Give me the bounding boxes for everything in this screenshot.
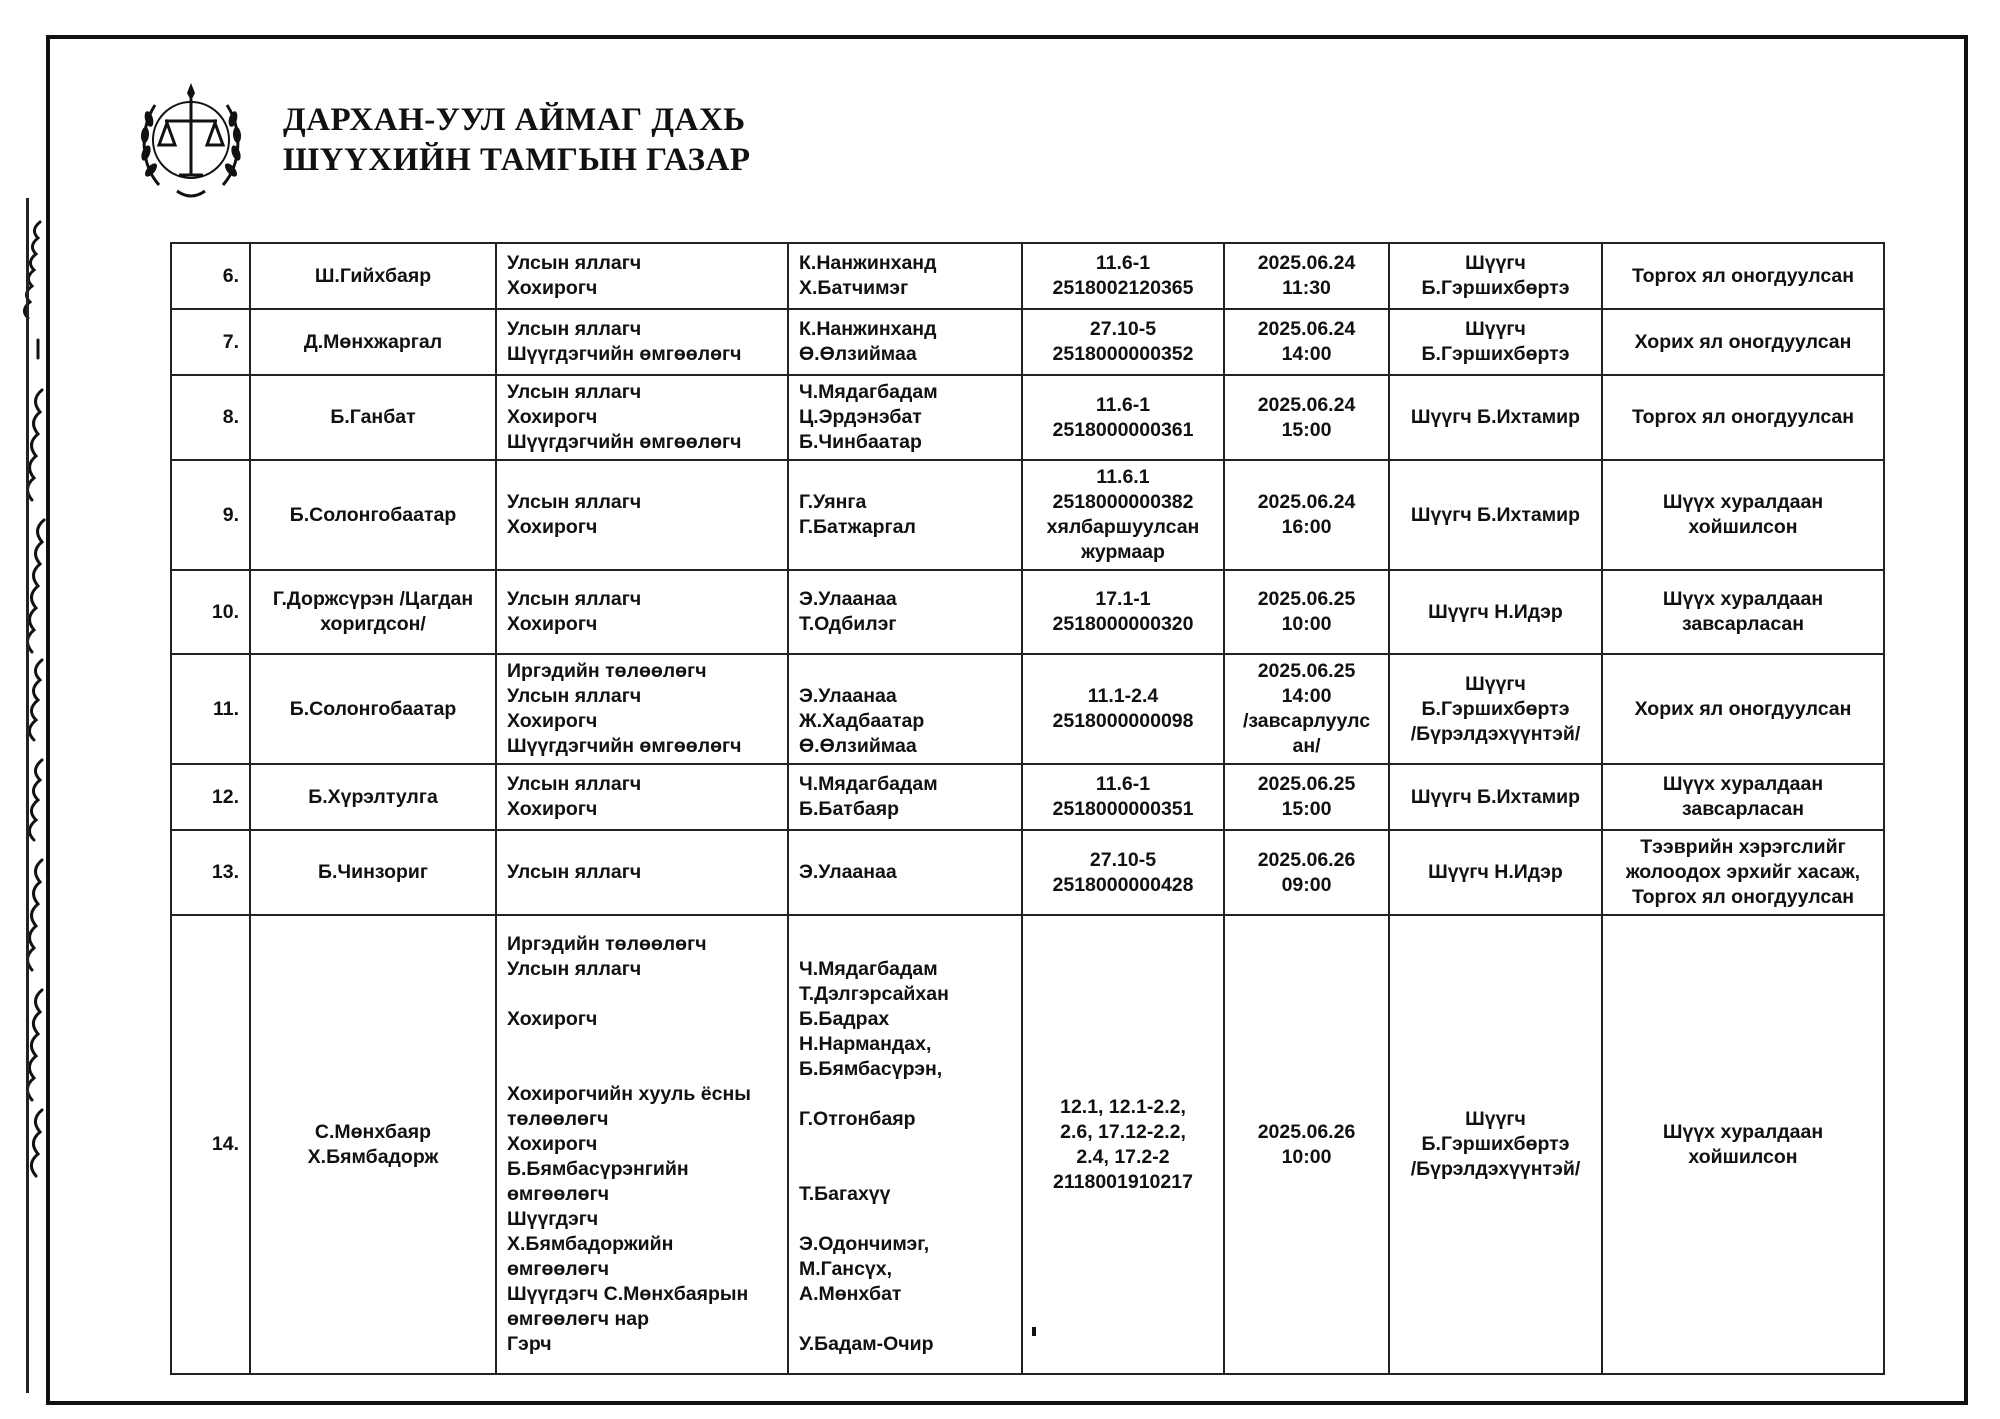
table-row: [171, 830, 1884, 915]
participant-roles: Улсын яллагч Хохирогч: [496, 460, 788, 570]
case-code: 27.10-5 2518000000352: [1022, 309, 1224, 375]
participant-roles: Улсын яллагч Шүүгдэгчийн өмгөөлөгч: [496, 309, 788, 375]
participant-roles: Улсын яллагч Хохирогч Шүүгдэгчийн өмгөөлөгч: [496, 375, 788, 460]
table-row: [171, 654, 1884, 764]
judge-name: Шүүгч Б.Гэршихбөртэ /Бүрэлдэхүүнтэй/: [1389, 915, 1602, 1374]
defendant-name: Б.Ганбат: [250, 375, 496, 460]
participant-roles: Улсын яллагч: [496, 830, 788, 915]
hearing-result: Шүүх хуралдаан завсарласан: [1602, 764, 1884, 830]
table-row: [171, 915, 1884, 1374]
hearing-datetime: 2025.06.26 09:00: [1224, 830, 1389, 915]
table-row: [171, 243, 1884, 309]
case-code: 12.1, 12.1-2.2, 2.6, 17.12-2.2, 2.4, 17.2-2 2118001910217: [1022, 915, 1224, 1374]
judge-name: Шүүгч Н.Идэр: [1389, 570, 1602, 654]
defendant-name: Б.Хүрэлтулга: [250, 764, 496, 830]
case-code: 11.6-1 2518000000361: [1022, 375, 1224, 460]
title-line-1: ДАРХАН-УУЛ АЙМАГ ДАХЬ: [283, 102, 746, 138]
hearing-datetime: 2025.06.24 14:00: [1224, 309, 1389, 375]
hearing-datetime: 2025.06.24 11:30: [1224, 243, 1389, 309]
pen-mark: [1032, 1327, 1036, 1336]
hearing-datetime: 2025.06.25 15:00: [1224, 764, 1389, 830]
defendant-name: Г.Доржсүрэн /Цагдан хоригдсон/: [250, 570, 496, 654]
row-number: 6.: [171, 243, 250, 309]
row-number: 7.: [171, 309, 250, 375]
title-line-2: ШҮҮХИЙН ТАМГЫН ГАЗАР: [283, 142, 751, 178]
mongolian-script-image: [0, 0, 46, 1414]
hearing-result: Шүүх хуралдаан хойшилсон: [1602, 460, 1884, 570]
row-number: 8.: [171, 375, 250, 460]
participant-names: К.Нанжинханд Ө.Өлзиймаа: [788, 309, 1022, 375]
judge-name: Шүүгч Б.Гэршихбөртэ /Бүрэлдэхүүнтэй/: [1389, 654, 1602, 764]
participant-names: Г.Уянга Г.Батжаргал: [788, 460, 1022, 570]
court-office-title: [283, 100, 750, 180]
participant-roles: Иргэдийн төлөөлөгч Улсын яллагч Хохирогч Шүүгдэгчийн өмгөөлөгч: [496, 654, 788, 764]
participant-roles: Иргэдийн төлөөлөгч Улсын яллагч Хохирогч Хохирогчийн хууль ёсны төлөөлөгч Хохирогч Б.Бямбасүрэнгийн өмгөөлөгч Шүүгдэгч Х.Бямбадоржийн өмгөөлөгч Шүүгдэгч С.Мөнхбаярын өмгөөлөгч нар Гэрч: [496, 915, 788, 1374]
judge-name: Шүүгч Б.Гэршихбөртэ: [1389, 243, 1602, 309]
defendant-name: Б.Солонгобаатар: [250, 460, 496, 570]
mongolian-script-margin: [0, 0, 46, 1414]
defendant-name: С.Мөнхбаяр Х.Бямбадорж: [250, 915, 496, 1374]
margin-rule: [26, 198, 29, 1393]
table-row: [171, 764, 1884, 830]
participant-names: Ч.Мядагбадам Б.Батбаяр: [788, 764, 1022, 830]
case-code: 11.6-1 2518002120365: [1022, 243, 1224, 309]
hearing-datetime: 2025.06.26 10:00: [1224, 915, 1389, 1374]
row-number: 9.: [171, 460, 250, 570]
participant-names: Э.Улаанаа Т.Одбилэг: [788, 570, 1022, 654]
defendant-name: Ш.Гийхбаяр: [250, 243, 496, 309]
participant-names: К.Нанжинханд Х.Батчимэг: [788, 243, 1022, 309]
hearing-result: Хорих ял оногдуулсан: [1602, 309, 1884, 375]
participant-roles: Улсын яллагч Хохирогч: [496, 764, 788, 830]
case-code: 27.10-5 2518000000428: [1022, 830, 1224, 915]
table-row: [171, 460, 1884, 570]
participant-names: Ч.Мядагбадам Т.Дэлгэрсайхан Б.Бадрах Н.Нармандах, Б.Бямбасүрэн, Г.Отгонбаяр Т.Багахүү Э.Одончимэг, М.Гансүх, А.Мөнхбат У.Бадам-Очир: [788, 915, 1022, 1374]
table-row: [171, 375, 1884, 460]
judge-name: Шүүгч Б.Ихтамир: [1389, 460, 1602, 570]
participant-roles: Улсын яллагч Хохирогч: [496, 243, 788, 309]
row-number: 12.: [171, 764, 250, 830]
table-row: [171, 570, 1884, 654]
judge-name: Шүүгч Б.Ихтамир: [1389, 375, 1602, 460]
row-number: 11.: [171, 654, 250, 764]
defendant-name: Б.Чинзориг: [250, 830, 496, 915]
table-row: [171, 309, 1884, 375]
row-number: 14.: [171, 915, 250, 1374]
case-code: 17.1-1 2518000000320: [1022, 570, 1224, 654]
hearing-result: Хорих ял оногдуулсан: [1602, 654, 1884, 764]
judge-name: Шүүгч Б.Ихтамир: [1389, 764, 1602, 830]
row-number: 13.: [171, 830, 250, 915]
participant-names: Э.Улаанаа Ж.Хадбаатар Ө.Өлзиймаа: [788, 654, 1022, 764]
case-code: 11.6-1 2518000000351: [1022, 764, 1224, 830]
participant-names: Э.Улаанаа: [788, 830, 1022, 915]
hearing-datetime: 2025.06.25 14:00 /завсарлуулс ан/: [1224, 654, 1389, 764]
hearing-result: Тээврийн хэрэгслийг жолоодох эрхийг хасаж, Торгох ял оногдуулсан: [1602, 830, 1884, 915]
hearing-result: Торгох ял оногдуулсан: [1602, 243, 1884, 309]
hearing-result: Шүүх хуралдаан завсарласан: [1602, 570, 1884, 654]
defendant-name: Б.Солонгобаатар: [250, 654, 496, 764]
judge-name: Шүүгч Б.Гэршихбөртэ: [1389, 309, 1602, 375]
judge-name: Шүүгч Н.Идэр: [1389, 830, 1602, 915]
case-code: 11.6.1 2518000000382 хялбаршуулсан журмаар: [1022, 460, 1224, 570]
participant-roles: Улсын яллагч Хохирогч: [496, 570, 788, 654]
row-number: 10.: [171, 570, 250, 654]
defendant-name: Д.Мөнхжаргал: [250, 309, 496, 375]
hearing-result: Шүүх хуралдаан хойшилсон: [1602, 915, 1884, 1374]
participant-names: Ч.Мядагбадам Ц.Эрдэнэбат Б.Чинбаатар: [788, 375, 1022, 460]
hearing-datetime: 2025.06.24 16:00: [1224, 460, 1389, 570]
hearing-schedule-table: [170, 242, 1885, 1375]
case-code: 11.1-2.4 2518000000098: [1022, 654, 1224, 764]
hearing-datetime: 2025.06.24 15:00: [1224, 375, 1389, 460]
hearing-datetime: 2025.06.25 10:00: [1224, 570, 1389, 654]
hearing-result: Торгох ял оногдуулсан: [1602, 375, 1884, 460]
court-emblem-icon: [137, 75, 245, 205]
